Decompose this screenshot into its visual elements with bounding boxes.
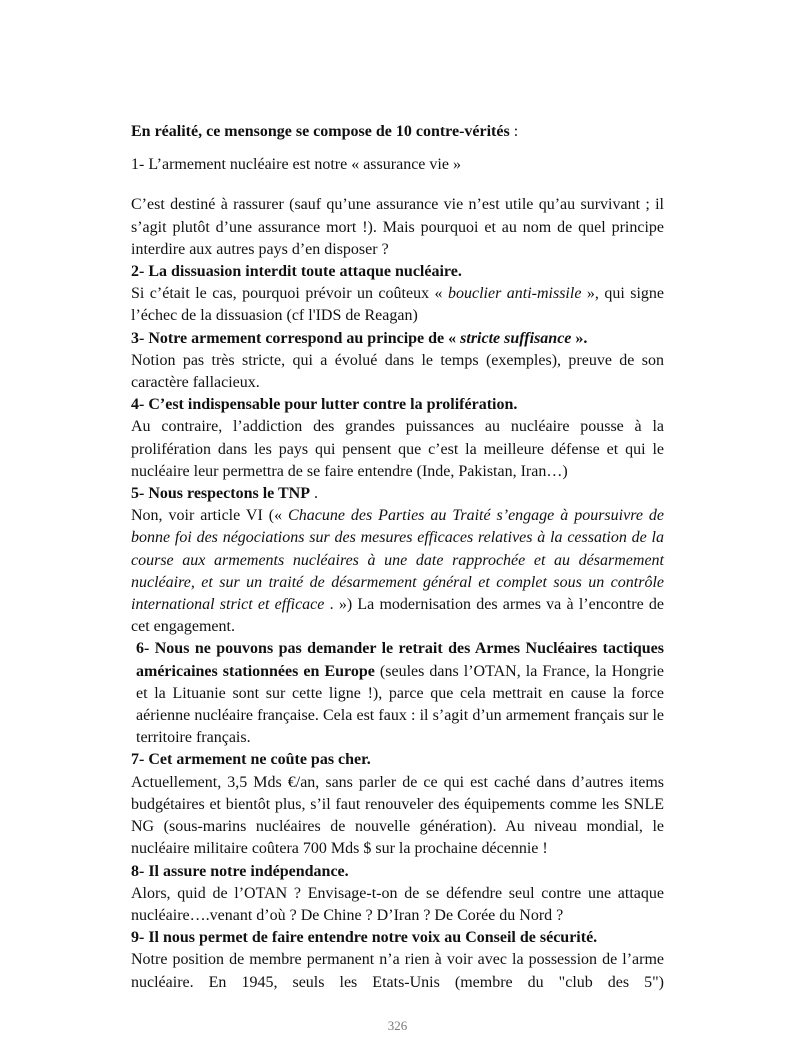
heading-text: 8- Il assure notre indépendance. <box>131 862 349 880</box>
point-1-body: C’est destiné à rassurer (sauf qu’une assurance vie n’est utile qu’au survivant ; il s’agit plutôt d’une assurance mort !). Mais pourquoi et au nom de quel principe interdire aux autres pays d’en disposer ? <box>131 196 664 258</box>
text: . <box>309 485 318 503</box>
text: 3- Notre armement correspond au principe de « <box>131 329 457 347</box>
point-6 <box>131 638 664 749</box>
italic-text: bouclier anti-missile <box>447 285 582 303</box>
italic-text: stricte suffisance <box>456 329 572 347</box>
text: », qui signe l’échec de la dissuasion (cf l'IDS de Reagan) <box>131 285 664 325</box>
text: ». <box>571 329 588 347</box>
heading-text: 2- La dissuasion interdit toute attaque nucléaire. <box>131 263 462 281</box>
section-title <box>131 121 664 143</box>
point-5-heading <box>131 483 664 505</box>
heading-text <box>131 330 587 347</box>
point-4-body: Au contraire, l’addiction des grandes puissances au nucléaire pousse à la prolifération dans les pays qui pensent que c’est la meilleure défense et qui le nucléaire leur permettra de se faire entendre (Inde, Pakistan, Iran…) <box>131 418 664 480</box>
point-5-body <box>131 505 664 638</box>
point-7-body: Actuellement, 3,5 Mds €/an, sans parler de ce qui est caché dans d’autres items budgétaires et bientôt plus, s’il faut renouveler des équipements comme les SNLE NG (sous-marins nucléaires de nouvelle génération). Au niveau mondial, le nucléaire militaire coûtera 700 Mds $ sur la prochaine décennie ! <box>131 773 664 858</box>
point-4-heading <box>131 394 664 416</box>
point-2-heading <box>131 261 664 283</box>
point-8-heading <box>131 861 664 883</box>
point-9-heading <box>131 927 664 949</box>
heading-text: 9- Il nous permet de faire entendre notre voix au Conseil de sécurité. <box>131 929 598 947</box>
point-7-heading <box>131 749 664 771</box>
text: Non, voir article VI (« <box>131 507 289 525</box>
heading-text: 6- Nous ne pouvons pas demander le retrait des Armes Nucléaires tactiques américaines stationnées en Europe <box>136 640 664 680</box>
point-2-body <box>131 283 664 327</box>
text: . ») La modernisation des armes va à l’encontre de cet engagement. <box>131 596 664 636</box>
text: (seules dans l’OTAN, la France, la Hongrie et la Lituanie sont sur cette ligne !), parce que cela mettrait en cause la force aérienne nucléaire française. Cela est faux : il s’agit d’un armement français sur le territoire français. <box>136 662 664 747</box>
heading-text: 4- C’est indispensable pour lutter contre la prolifération. <box>131 396 518 414</box>
page-number: 326 <box>387 1018 408 1033</box>
point-3-body: Notion pas très stricte, qui a évolué dans le temps (exemples), preuve de son caractère fallacieux. <box>131 351 664 392</box>
quote-article-vi: Chacune des Parties au Traité s’engage à poursuivre de bonne foi des négociations sur des mesures efficaces relatives à la cessation de la course aux armements nucléaires à une date rapprochée et au désarmement nucléaire, et sur un traité de désarmement général et complet sous un contrôle international strict et efficace <box>131 507 665 614</box>
heading-text: 5- Nous respectons le TNP <box>131 485 310 503</box>
point-1-heading: 1- L’armement nucléaire est notre « assurance vie » <box>131 156 461 174</box>
point-3-heading <box>131 328 664 350</box>
heading-text: 7- Cet armement ne coûte pas cher. <box>131 751 371 769</box>
title-bold: En réalité, ce mensonge se compose de 10 contre-vérités <box>131 123 510 140</box>
point-9-body: Notre position de membre permanent n’a rien à voir avec la possession de l’arme nucléaire. En 1945, seuls les Etats-Unis (membre du "club des 5") <box>131 951 664 991</box>
point-8-body: Alors, quid de l’OTAN ? Envisage-t-on de se défendre seul contre une attaque nucléaire….venant d’où ? De Chine ? D’Iran ? De Corée du Nord ? <box>131 884 664 924</box>
document-page <box>131 121 664 994</box>
text: Si c’était le cas, pourquoi prévoir un coûteux « <box>131 285 448 303</box>
title-colon: : <box>509 123 519 140</box>
